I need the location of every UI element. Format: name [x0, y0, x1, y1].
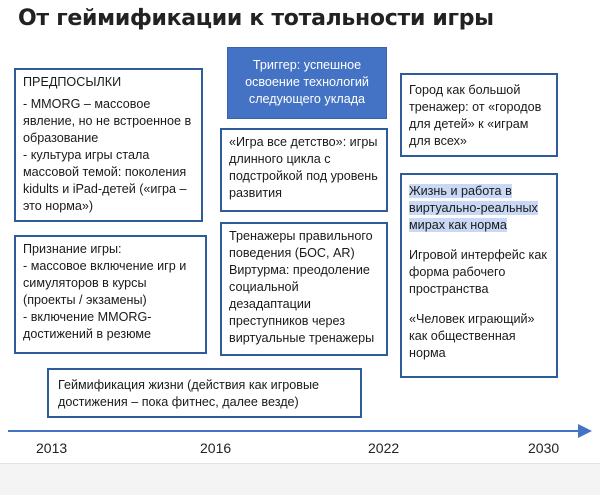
recognition-item-resume: - включение MMORG-достижений в резюме — [23, 310, 152, 341]
year-label-2013: 2013 — [36, 440, 68, 456]
life-work-homo-ludens: «Человек играющий» как общественная норма — [409, 312, 535, 360]
childhood-game-text: «Игра все детство»: игры длинного цикла с подстройкой под уровень развития — [229, 135, 378, 200]
timeline-axis — [8, 430, 580, 432]
trainers-line-2: Виртурма: преодоление социальной дезадаптации преступников через виртуальные тренажеры — [229, 263, 375, 345]
premises-item-culture: - культура игры стала массовой темой: поколения kidults и iPad-детей («игра – это норма») — [23, 148, 187, 213]
city-box — [400, 73, 558, 157]
premises-heading: ПРЕДПОСЫЛКИ — [23, 75, 122, 89]
gamification-text: Геймификация жизни (действия как игровые достижения – пока фитнес, далее везде) — [58, 378, 320, 409]
year-label-2030: 2030 — [528, 440, 560, 456]
year-label-2016: 2016 — [200, 440, 232, 456]
gamification-box — [47, 368, 362, 418]
premises-box — [14, 68, 203, 222]
recognition-heading: Признание игры: — [23, 242, 122, 256]
life-work-box — [400, 173, 558, 378]
year-label-2022: 2022 — [368, 440, 400, 456]
bottom-strip — [0, 463, 600, 495]
trigger-box: Триггер: успешное освоение технологий следующего уклада — [227, 47, 387, 119]
city-text: Город как большой тренажер: от «городов для детей» к «играм для всех» — [409, 83, 542, 148]
timeline-arrow-icon — [578, 424, 592, 438]
premises-item-mmorg: - MMORG – массовое явление, но не встроенное в образование — [23, 97, 192, 145]
recognition-item-courses: - массовое включение игр и симуляторов в курсы (проекты / экзамены) — [23, 259, 187, 307]
childhood-game-box — [220, 128, 388, 212]
life-work-highlight — [409, 183, 549, 234]
recognition-box — [14, 235, 207, 354]
life-work-highlight-text: Жизнь и работа в виртуально-реальных мирах как норма — [409, 184, 538, 232]
life-work-interface: Игровой интерфейс как форма рабочего пространства — [409, 248, 547, 296]
trainers-line-1: Тренажеры правильного поведения (БОС, AR) — [229, 229, 373, 260]
trainers-box — [220, 222, 388, 356]
page-title: От геймификации к тотальности игры — [18, 6, 494, 31]
